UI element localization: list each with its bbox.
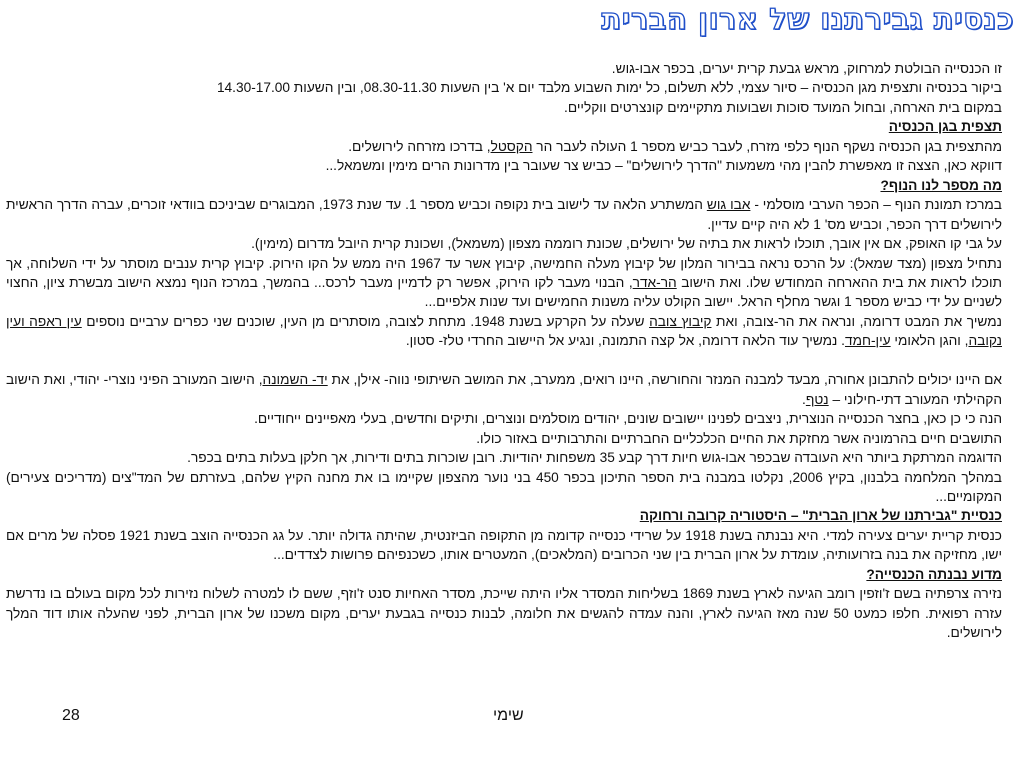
section-heading-viewpoint: תצפית בגן הכנסיה xyxy=(888,119,1002,135)
paragraph-spacer xyxy=(6,351,1002,370)
article-body xyxy=(6,59,1002,643)
war-paragraph: במהלך המלחמה בלבנון, בקיץ 2006, נקלטו במבנה בית הספר התיכון בכפר 450 בני נוער מהצפון שקיימו בו את מחנה הקיץ שלהם, בעזרתם של המד"צים (מדריכים צעירים) המקומיים... xyxy=(6,469,1002,504)
text-run: . נמשיך עוד הלאה דרומה, אל קצה התמונה, ונגיע אל היישוב החרדי טלז- סטון. xyxy=(405,333,845,349)
history-paragraph: כנסית קריית יערים צעירה למדי. היא נבנתה בשנת 1918 על שרידי כנסייה קדומה מן התקופה הביזנטית, שהיתה גדולה יותר. על גג הכנסייה הוצב בשנת 1921 פסלה של מרים אם ישו, מחזיקה את בנה בזרועותיה, עומדת על ארון הברית בין שני הכרובים (המלאכים), המעטרים אותו, כשכנפיהם פרושות לצדדים... xyxy=(6,527,1002,563)
intro-paragraph: זו הכנסייה הבולטת למרחוק, מראש גבעת קרית יערים, בכפר אבו-גוש. xyxy=(611,61,1002,76)
text-run: המשתרע הלאה עד לישוב בית נקופה וכביש מספר 1. עד שנת 1973, המבוגרים שביניכם בוודאי זוכרים, עברה הדרך הראשית לירושלים דרך הכפר, וכביש מס' 1 לא היה קיים עדיין. xyxy=(6,197,1002,232)
harmony-paragraph: התושבים חיים בהרמוניה אשר מחזקת את החיים הכלכליים החברתיים והתרבותיים באזור כולו. xyxy=(476,430,1002,446)
visiting-hours-paragraph: ביקור בכנסיה ותצפית מגן הכנסיה – סיור עצמי, ללא תשלום, כל ימות השבוע מלבד יום א' בין השעות 08.30-11.30, ובין השעות 14.30-17.00 xyxy=(216,80,1002,96)
section-heading-history: כנסיית "גבירתנו של ארון הברית" – היסטוריה קרובה ורחוקה xyxy=(639,508,1002,524)
text-run: במרכז תמונת הנוף – הכפר הערבי מוסלמי - xyxy=(750,197,1002,213)
horizon-paragraph: על גבי קו האופק, אם אין אובך, תוכלו לראות את בתיה של ירושלים, שכונת רוממה מצפון (משמאל), ושכונת קרית היובל מדרום (מימין). xyxy=(251,236,1002,252)
text-run: שעלה על הקרקע בשנת 1948. מתחת לצובה, מוסתרים מן העין, שוכנים שני כפרים ערביים נוספים xyxy=(81,313,650,329)
text-run: , בדרכו מזרחה לירושלים. xyxy=(348,138,491,154)
link-yad-hashmona[interactable]: יד- השמונה xyxy=(262,372,328,388)
link-nataf[interactable]: נטף xyxy=(805,391,829,407)
families-paragraph: הדוגמה המרתקת ביותר היא העובדה שבכפר אבו-גוש חיות דרך קבע 35 משפחות יהודיות. רובן שוכרות בתים ודירות, אך חלקן בעלות בתים בכפר. xyxy=(187,450,1002,466)
coexistence-paragraph: הנה כי כן כאן, בחצר הכנסייה הנוצרית, ניצבים לפנינו יישובים שונים, יהודים מוסלמים ונוצרים, ותיקים וחדשים, בעלי מאפיינים ייחודיים. xyxy=(254,411,1002,427)
link-har-adar[interactable]: הר-אדר xyxy=(632,274,677,290)
abu-ghosh-paragraph xyxy=(6,195,1002,234)
text-run: מהתצפית בגן הכנסיה נשקף הנוף כלפי מזרח, לעבר כביש מספר 1 העולה לעבר הר xyxy=(532,138,1002,154)
guesthouse-paragraph: במקום בית הארחה, ובחול המועד סוכות ושבועות מתקיימים קונצרטים ווקליים. xyxy=(564,99,1002,115)
page-title: כנסית גבירתנו של ארון הברית xyxy=(601,2,1014,36)
link-kibbutz-tzuba[interactable]: קיבוץ צובה xyxy=(649,313,712,329)
link-castel[interactable]: הקסטל xyxy=(490,138,533,154)
road-paragraph: דווקא כאן, הצצה זו מאפשרת להבין מהי משמעות "הדרך לירושלים" – כביש צר שעובר בין מדרונות הרים מימין ומשמאל... xyxy=(325,158,1002,174)
link-ein-rafa[interactable]: עין ראפה ועין נקובה xyxy=(6,313,1002,349)
text-run: נמשיך את המבט דרומה, ונראה את הר-צובה, ואת xyxy=(711,313,1002,329)
south-view-paragraph xyxy=(6,312,1002,351)
text-run: , הבנוי מעבר לקו הירוק, אפשר רק לדמיין מעבר לרכס... בהמשך, במרכז הנוף נמצא הישוב מבשרת ציון, החצוי לשניים על ידי כביש מספר 1 וגשר מחלף הראל. יישוב הקולט עליה משנות החמישים ועד שנות אלפיים... xyxy=(6,274,1002,310)
text-run: , הישוב המעורב הפיני נוצרי- יהודי, ואת הישוב הקהילתי המעורב דתי-חילוני – xyxy=(6,372,1002,407)
founder-paragraph: נזירה צרפתיה בשם ז'וזפין רומב הגיעה לארץ בשנת 1869 בשליחות המסדר אליו היתה שייכת, מסדר האחיות סנט ז'וזף, ששם לו למטרה לשלוח נזירות לכל מקום בעולם בו נדרשת עזרה רפואית. חלפו כמעט 50 שנה מאז הגיעה לארץ, והנה עמדה להגשים את חלומה, לבנות כנסייה בגבעת יערים, מקום משכנו של ארון הברית, לפני שהעלה אותו דוד המלך לירושלים. xyxy=(6,586,1002,641)
footer-author: שימי xyxy=(493,707,524,724)
section-heading-landscape: מה מספר לנו הנוף? xyxy=(880,177,1002,193)
text-run: נתחיל מצפון (מצד שמאל): על הרכס נראה בבירור המלון של קיבוץ מעלה החמישה, קיבוץ אשר עד 1967 היה ממש על הקו הירוק. קיבוץ קרית ענבים מוסתר על ידי השלוחה, אך תוכלו לראות את בית ההארחה המחודש שלו. ואת הישוב xyxy=(6,255,1002,290)
page-number: 28 xyxy=(62,707,80,724)
text-run: , והגן הלאומי xyxy=(890,333,969,349)
viewpoint-paragraph xyxy=(6,137,1002,156)
section-heading-why-built: מדוע נבנתה הכנסייה? xyxy=(866,566,1002,582)
text-run: אם היינו יכולים להתבונן אחורה, מבעד למבנה המנזר והחורשה, היינו רואים, ממערב, את המושב השיתופי נווה- אילן, את xyxy=(327,372,1002,388)
link-abu-ghosh[interactable]: אבו גוש xyxy=(706,197,751,213)
west-view-paragraph xyxy=(6,370,1002,409)
text-run: . xyxy=(802,391,806,407)
link-ein-hemed[interactable]: עין-חמד xyxy=(844,333,891,349)
north-view-paragraph xyxy=(6,254,1002,312)
